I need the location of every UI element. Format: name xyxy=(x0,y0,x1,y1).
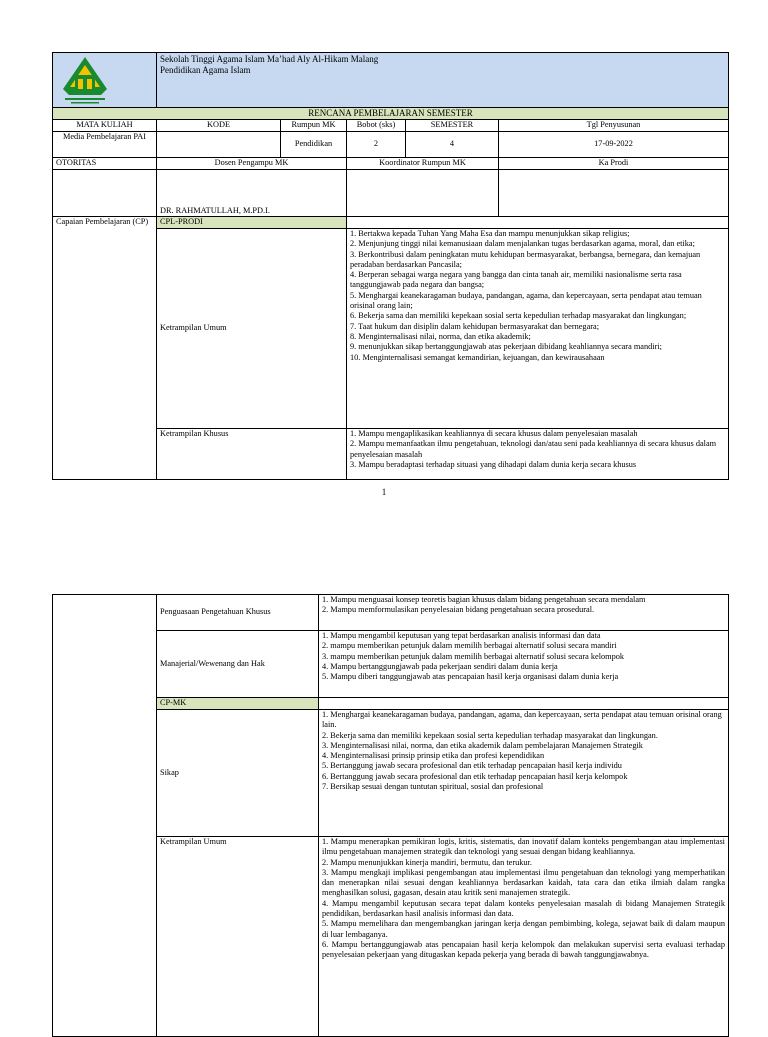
list-item: 4. Mampu mengambil keputusan secara tepat dalam konteks penyelesaian masalah di bidang Manajemen Strategik pendidikan, berdasarkan hasil analisis informasi dan data. xyxy=(322,898,725,919)
otoritas-label: OTORITAS xyxy=(53,158,157,170)
list-item: 6. Bekerja sama dan memiliki kepekaan sosial serta kepedulian terhadap masyarakat dan lingkungan; xyxy=(350,311,687,321)
ketrampilan-khusus-label: Ketrampilan Khusus xyxy=(157,429,347,480)
list-item: 2. Bekerja sama dan memiliki kepekaan sosial serta kepedulian terhadap masyarakat dan lingkungan. xyxy=(322,730,658,740)
list-item: 4. Mampu bertanggungjawab pada pekerjaan sendiri dalam dunia kerja xyxy=(322,661,558,671)
course-bobot: 2 xyxy=(347,132,406,158)
program-name: Pendidikan Agama Islam xyxy=(160,65,251,75)
institution-logo-icon xyxy=(57,55,113,105)
koordinator-signature xyxy=(347,170,499,217)
list-item: 3. Berkontribusi dalam peningkatan mutu kehidupan bermasyarakat, berbangsa, bernegara, dan kemajuan peradaban berdasarkan Pancasila; xyxy=(350,249,701,269)
list-item: 1. Mampu menguasai konsep teoretis bagian khusus dalam bidang pengetahuan secara mendalam xyxy=(322,595,646,604)
list-item: 2. Mampu memformulasikan penyelesaian bidang pengetahuan secara prosedural. xyxy=(322,605,595,615)
list-item: 1. Mampu mengambil keputusan yang tepat berdasarkan analisis informasi dan data xyxy=(322,631,601,640)
list-item: 6. Bertanggung jawab secara profesional dan etik terhadap pencapaian hasil kerja kelompok xyxy=(322,771,628,781)
rps-page-2 xyxy=(52,594,728,1037)
list-item: 2. mampu memberikan petunjuk dalam memilih berbagai alternatif solusi secara mandiri xyxy=(322,641,617,651)
penguasaan-list xyxy=(319,595,729,631)
koordinator-label: Koordinator Rumpun MK xyxy=(347,158,499,170)
column-header-rumpun: Rumpun MK xyxy=(281,120,347,132)
list-item: 4. Berperan sebagai warga negara yang bangga dan cinta tanah air, memiliki nasionalisme serta rasa tanggungjawab pada negara dan bangsa; xyxy=(350,270,682,290)
list-item: 1. Mampu mengaplikasikan keahliannya di secara khusus dalam penyelesaian masalah xyxy=(350,429,638,438)
manajerial-list xyxy=(319,631,729,698)
cpmk-spacer xyxy=(319,698,729,710)
dosen-label: Dosen Pengampu MK xyxy=(157,158,347,170)
course-code xyxy=(157,132,281,158)
cpmk-label: CP-MK xyxy=(157,698,319,710)
column-header-semester: SEMESTER xyxy=(406,120,499,132)
list-item: 3. Menginternalisasi nilai, norma, dan etika akademik dalam pembelajaran Manajemen Strategik xyxy=(322,740,643,750)
list-item: 1. Menghargai keanekaragaman budaya, pandangan, agama, dan kepercayaan, serta pendapat atau temuan orisinal orang lain. xyxy=(322,710,722,730)
list-item: 7. Bersikap sesuai dengan tuntutan spiritual, sosial dan profesional xyxy=(322,782,544,792)
sikap-label: Sikap xyxy=(157,710,319,837)
list-item: 5. Mampu diberi tanggungjawab atas pencapaian hasil kerja organisasi dalam dunia kerja xyxy=(322,672,619,682)
list-item: 4. Menginternalisasi prinsip prinsip etika dan profesi kependidikan xyxy=(322,751,545,761)
cp-label: Capaian Pembelajaran (CP) xyxy=(53,217,157,480)
list-item: 6. Mampu bertanggungjawab atas pencapaian hasil kerja kelompok dan melakukan supervisi serta evaluasi terhadap penyelesaian pekerjaan yang ditugaskan kepada pekerja yang berada di bawah tanggungjawabnya. xyxy=(322,939,725,960)
list-item: 2. Menjunjung tinggi nilai kemanusiaan dalam menjalankan tugas berdasarkan agama, moral, dan etika; xyxy=(350,239,695,249)
column-header-tgl: Tgl Penyusunan xyxy=(499,120,729,132)
ketrampilan-umum-label: Ketrampilan Umum xyxy=(157,229,347,429)
list-item: 8. Menginternalisasi nilai, norma, dan etika akademik; xyxy=(350,331,531,341)
kaprodi-label: Ka Prodi xyxy=(499,158,729,170)
list-item: 3. mampu memberikan petunjuk dalam memilih berbagai alternatif solusi secara kelompok xyxy=(322,651,625,661)
rps-page-1 xyxy=(52,52,728,480)
penguasaan-label: Penguasaan Pengetahuan Khusus xyxy=(157,595,319,631)
rps-table-page-2 xyxy=(52,594,729,1037)
rps-table-page-1 xyxy=(52,52,729,480)
list-item: 2. Mampu memanfaatkan ilmu pengetahuan, teknologi dan/atau seni pada keahliannya di secara khusus dalam penyelesaian masalah xyxy=(350,439,717,459)
list-item: 3. Mampu beradaptasi terhadap situasi yang dihadapi dalam dunia kerja secara khusus xyxy=(350,459,637,469)
list-item: 7. Taat hukum dan disiplin dalam kehidupan bermasyarakat dan bernegara; xyxy=(350,321,600,331)
dosen-name: DR. RAHMATULLAH, M.PD.I. xyxy=(157,170,347,217)
page-number: 1 xyxy=(381,487,387,497)
ketrampilan-khusus-list xyxy=(347,429,729,480)
list-item: 10. Menginternalisasi semangat kemandirian, kejuangan, dan kewirausahaan xyxy=(350,352,605,362)
list-item: 9. menunjukkan sikap bertanggungjawab atas pekerjaan dibidang keahliannya secara mandiri; xyxy=(350,342,662,352)
list-item: 5. Mampu memelihara dan mengembangkan jaringan kerja dengan pembimbing, kolega, sejawat baik di dalam maupun di luar lembaganya. xyxy=(322,919,725,939)
course-date: 17-09-2022 xyxy=(499,132,729,158)
cpl-prodi-spacer xyxy=(347,217,729,229)
list-item: 3. Mampu mengkaji implikasi pengembangan atau implementasi ilmu pengetahuan dan teknologi yang memperhatikan dan menerapkan nilai sesuai dengan keahliannya berdasarkan kaidah, tata cara dan etika ilmiah dalam rangka menghasilkan solusi, gagasan, desain atau kritik seni manajemen strategik. xyxy=(322,867,725,898)
list-item: 1. Bertakwa kepada Tuhan Yang Maha Esa dan mampu menunjukkan sikap religius; xyxy=(350,229,630,238)
column-header-mata-kuliah: MATA KULIAH xyxy=(53,120,157,132)
list-item: 5. Bertanggung jawab secara profesional dan etik terhadap pencapaian hasil kerja individu xyxy=(322,761,622,771)
course-rumpun: Pendidikan xyxy=(281,132,347,158)
document-title: RENCANA PEMBELAJARAN SEMESTER xyxy=(53,108,729,120)
header-cell xyxy=(157,53,729,108)
ketrampilan-umum-list xyxy=(347,229,729,429)
kaprodi-signature xyxy=(499,170,729,217)
otoritas-spacer xyxy=(53,170,157,217)
ketrampilan-umum-cpmk-list xyxy=(319,837,729,1037)
list-item: 1. Mampu menerapkan pemikiran logis, kritis, sistematis, dan inovatif dalam konteks pengembangan atau implementasi ilmu pengetahuan manajemen strategik dan teknologi yang sesuai dengan bidang keahliannya. xyxy=(322,837,725,857)
cpl-prodi-label: CPL-PRODI xyxy=(157,217,347,229)
ketrampilan-umum-cpmk-label: Ketrampilan Umum xyxy=(157,837,319,1037)
logo-cell xyxy=(53,53,157,108)
column-header-bobot: Bobot (sks) xyxy=(347,120,406,132)
list-item: 2. Mampu menunjukkan kinerja mandiri, bermutu, dan terukur. xyxy=(322,857,532,867)
institution-name: Sekolah Tinggi Agama Islam Ma’had Aly Al-Hikam Malang xyxy=(160,54,379,64)
course-name: Media Pembelajaran PAI xyxy=(53,132,157,158)
column-header-kode: KODE xyxy=(157,120,281,132)
sikap-list xyxy=(319,710,729,837)
manajerial-label: Manajerial/Wewenang dan Hak xyxy=(157,631,319,698)
course-semester: 4 xyxy=(406,132,499,158)
list-item: 5. Menghargai keanekaragaman budaya, pandangan, agama, dan kepercayaan, serta pendapat atau temuan orisinal orang lain; xyxy=(350,290,702,311)
cp-continued-label xyxy=(53,595,157,1037)
